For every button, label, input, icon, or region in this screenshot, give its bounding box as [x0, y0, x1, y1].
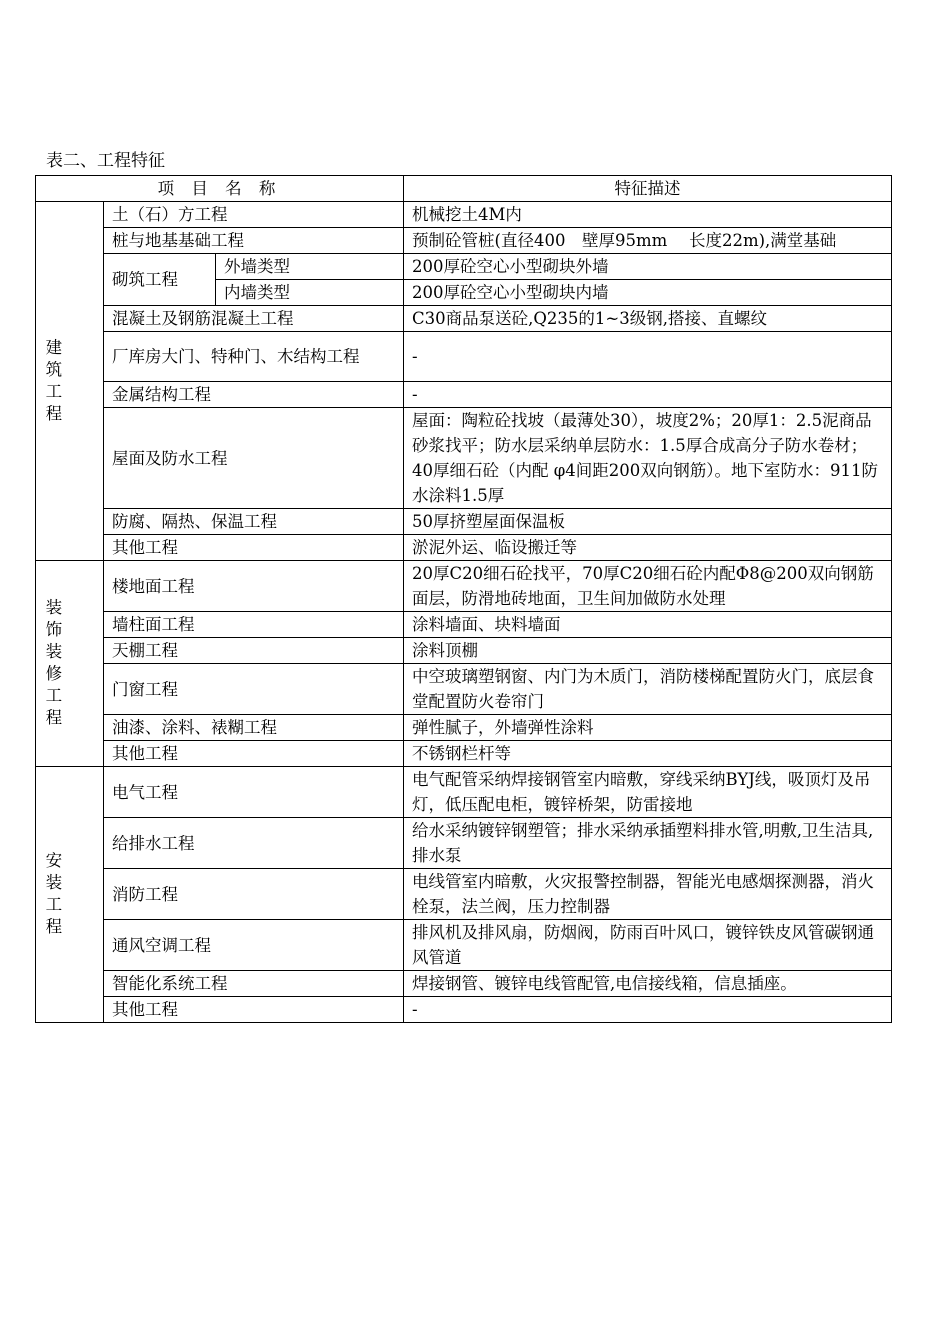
item-name: 防腐、隔热、保温工程 — [104, 509, 404, 535]
table-row — [36, 561, 892, 612]
item-name: 土（石）方工程 — [104, 202, 404, 228]
item-description: 200厚砼空心小型砌块内墙 — [404, 280, 892, 306]
header-item-name: 项 目 名 称 — [36, 176, 404, 202]
item-name: 智能化系统工程 — [104, 971, 404, 997]
table-row — [36, 332, 892, 382]
item-name: 砌筑工程 — [104, 254, 216, 306]
table-caption: 表二、工程特征 — [46, 151, 165, 171]
item-name: 其他工程 — [104, 741, 404, 767]
item-name: 墙柱面工程 — [104, 612, 404, 638]
item-description: 电气配管采纳焊接钢管室内暗敷，穿线采纳BYJ线，吸顶灯及吊灯，低压配电柜，镀锌桥架，防雷接地 — [404, 767, 892, 818]
table-row — [36, 997, 892, 1023]
item-name: 混凝土及钢筋混凝土工程 — [104, 306, 404, 332]
item-name: 电气工程 — [104, 767, 404, 818]
item-description: 涂料墙面、块料墙面 — [404, 612, 892, 638]
item-description: 屋面：陶粒砼找坡（最薄处30），坡度2%；20厚1：2.5泥商品砂浆找平；防水层采纳单层防水：1.5厚合成高分子防水卷材；40厚细石砼（内配 φ4间距200双向钢筋）。地下室防水：911防水涂料1.5厚 — [404, 408, 892, 509]
item-description: 50厚挤塑屋面保温板 — [404, 509, 892, 535]
item-name: 金属结构工程 — [104, 382, 404, 408]
item-description: 弹性腻子，外墙弹性涂料 — [404, 715, 892, 741]
table-row — [36, 254, 892, 280]
table-row — [36, 664, 892, 715]
item-description: 焊接钢管、镀锌电线管配管,电信接线箱，信息插座。 — [404, 971, 892, 997]
item-name: 桩与地基基础工程 — [104, 228, 404, 254]
item-description: 排风机及排风扇，防烟阀，防雨百叶风口，镀锌铁皮风管碳钢通风管道 — [404, 920, 892, 971]
table-row — [36, 767, 892, 818]
table-row — [36, 408, 892, 509]
item-name: 通风空调工程 — [104, 920, 404, 971]
item-description: 淤泥外运、临设搬迁等 — [404, 535, 892, 561]
item-name: 门窗工程 — [104, 664, 404, 715]
table-row — [36, 202, 892, 228]
item-description: 机械挖土4M内 — [404, 202, 892, 228]
project-features-table — [35, 175, 892, 1023]
item-name: 油漆、涂料、裱糊工程 — [104, 715, 404, 741]
table-row — [36, 818, 892, 869]
sub-item-name: 外墙类型 — [216, 254, 404, 280]
group-building: 建筑工程 — [36, 202, 104, 561]
table-row — [36, 638, 892, 664]
item-name: 其他工程 — [104, 997, 404, 1023]
item-description: 中空玻璃塑钢窗、内门为木质门，消防楼梯配置防火门，底层食堂配置防火卷帘门 — [404, 664, 892, 715]
table-row — [36, 382, 892, 408]
table-row — [36, 971, 892, 997]
item-name: 厂库房大门、特种门、木结构工程 — [104, 332, 404, 382]
item-description: 给水采纳镀锌钢塑管；排水采纳承插塑料排水管,明敷,卫生洁具,排水泵 — [404, 818, 892, 869]
item-description: - — [404, 997, 892, 1023]
table-row — [36, 869, 892, 920]
item-name: 消防工程 — [104, 869, 404, 920]
item-description: 电线管室内暗敷，火灾报警控制器，智能光电感烟探测器，消火栓泵，法兰阀，压力控制器 — [404, 869, 892, 920]
item-description: - — [404, 332, 892, 382]
item-description: 200厚砼空心小型砌块外墙 — [404, 254, 892, 280]
table-row — [36, 509, 892, 535]
item-name: 楼地面工程 — [104, 561, 404, 612]
table-row — [36, 228, 892, 254]
item-name: 屋面及防水工程 — [104, 408, 404, 509]
item-description: 20厚C20细石砼找平，70厚C20细石砼内配Φ8@200双向钢筋面层，防滑地砖地面，卫生间加做防水处理 — [404, 561, 892, 612]
group-decoration: 装饰装修工程 — [36, 561, 104, 767]
header-description: 特征描述 — [404, 176, 892, 202]
item-description: 不锈钢栏杆等 — [404, 741, 892, 767]
group-installation: 安装工程 — [36, 767, 104, 1023]
table-row — [36, 715, 892, 741]
table-row — [36, 535, 892, 561]
sub-item-name: 内墙类型 — [216, 280, 404, 306]
item-name: 其他工程 — [104, 535, 404, 561]
table-row — [36, 306, 892, 332]
table-row — [36, 741, 892, 767]
item-description: C30商品泵送砼,Q235的1~3级钢,搭接、直螺纹 — [404, 306, 892, 332]
item-name: 天棚工程 — [104, 638, 404, 664]
table-row — [36, 920, 892, 971]
item-name: 给排水工程 — [104, 818, 404, 869]
item-description: 预制砼管桩(直径400 壁厚95mm 长度22m),满堂基础 — [404, 228, 892, 254]
item-description: 涂料顶棚 — [404, 638, 892, 664]
item-description: - — [404, 382, 892, 408]
table-row — [36, 612, 892, 638]
